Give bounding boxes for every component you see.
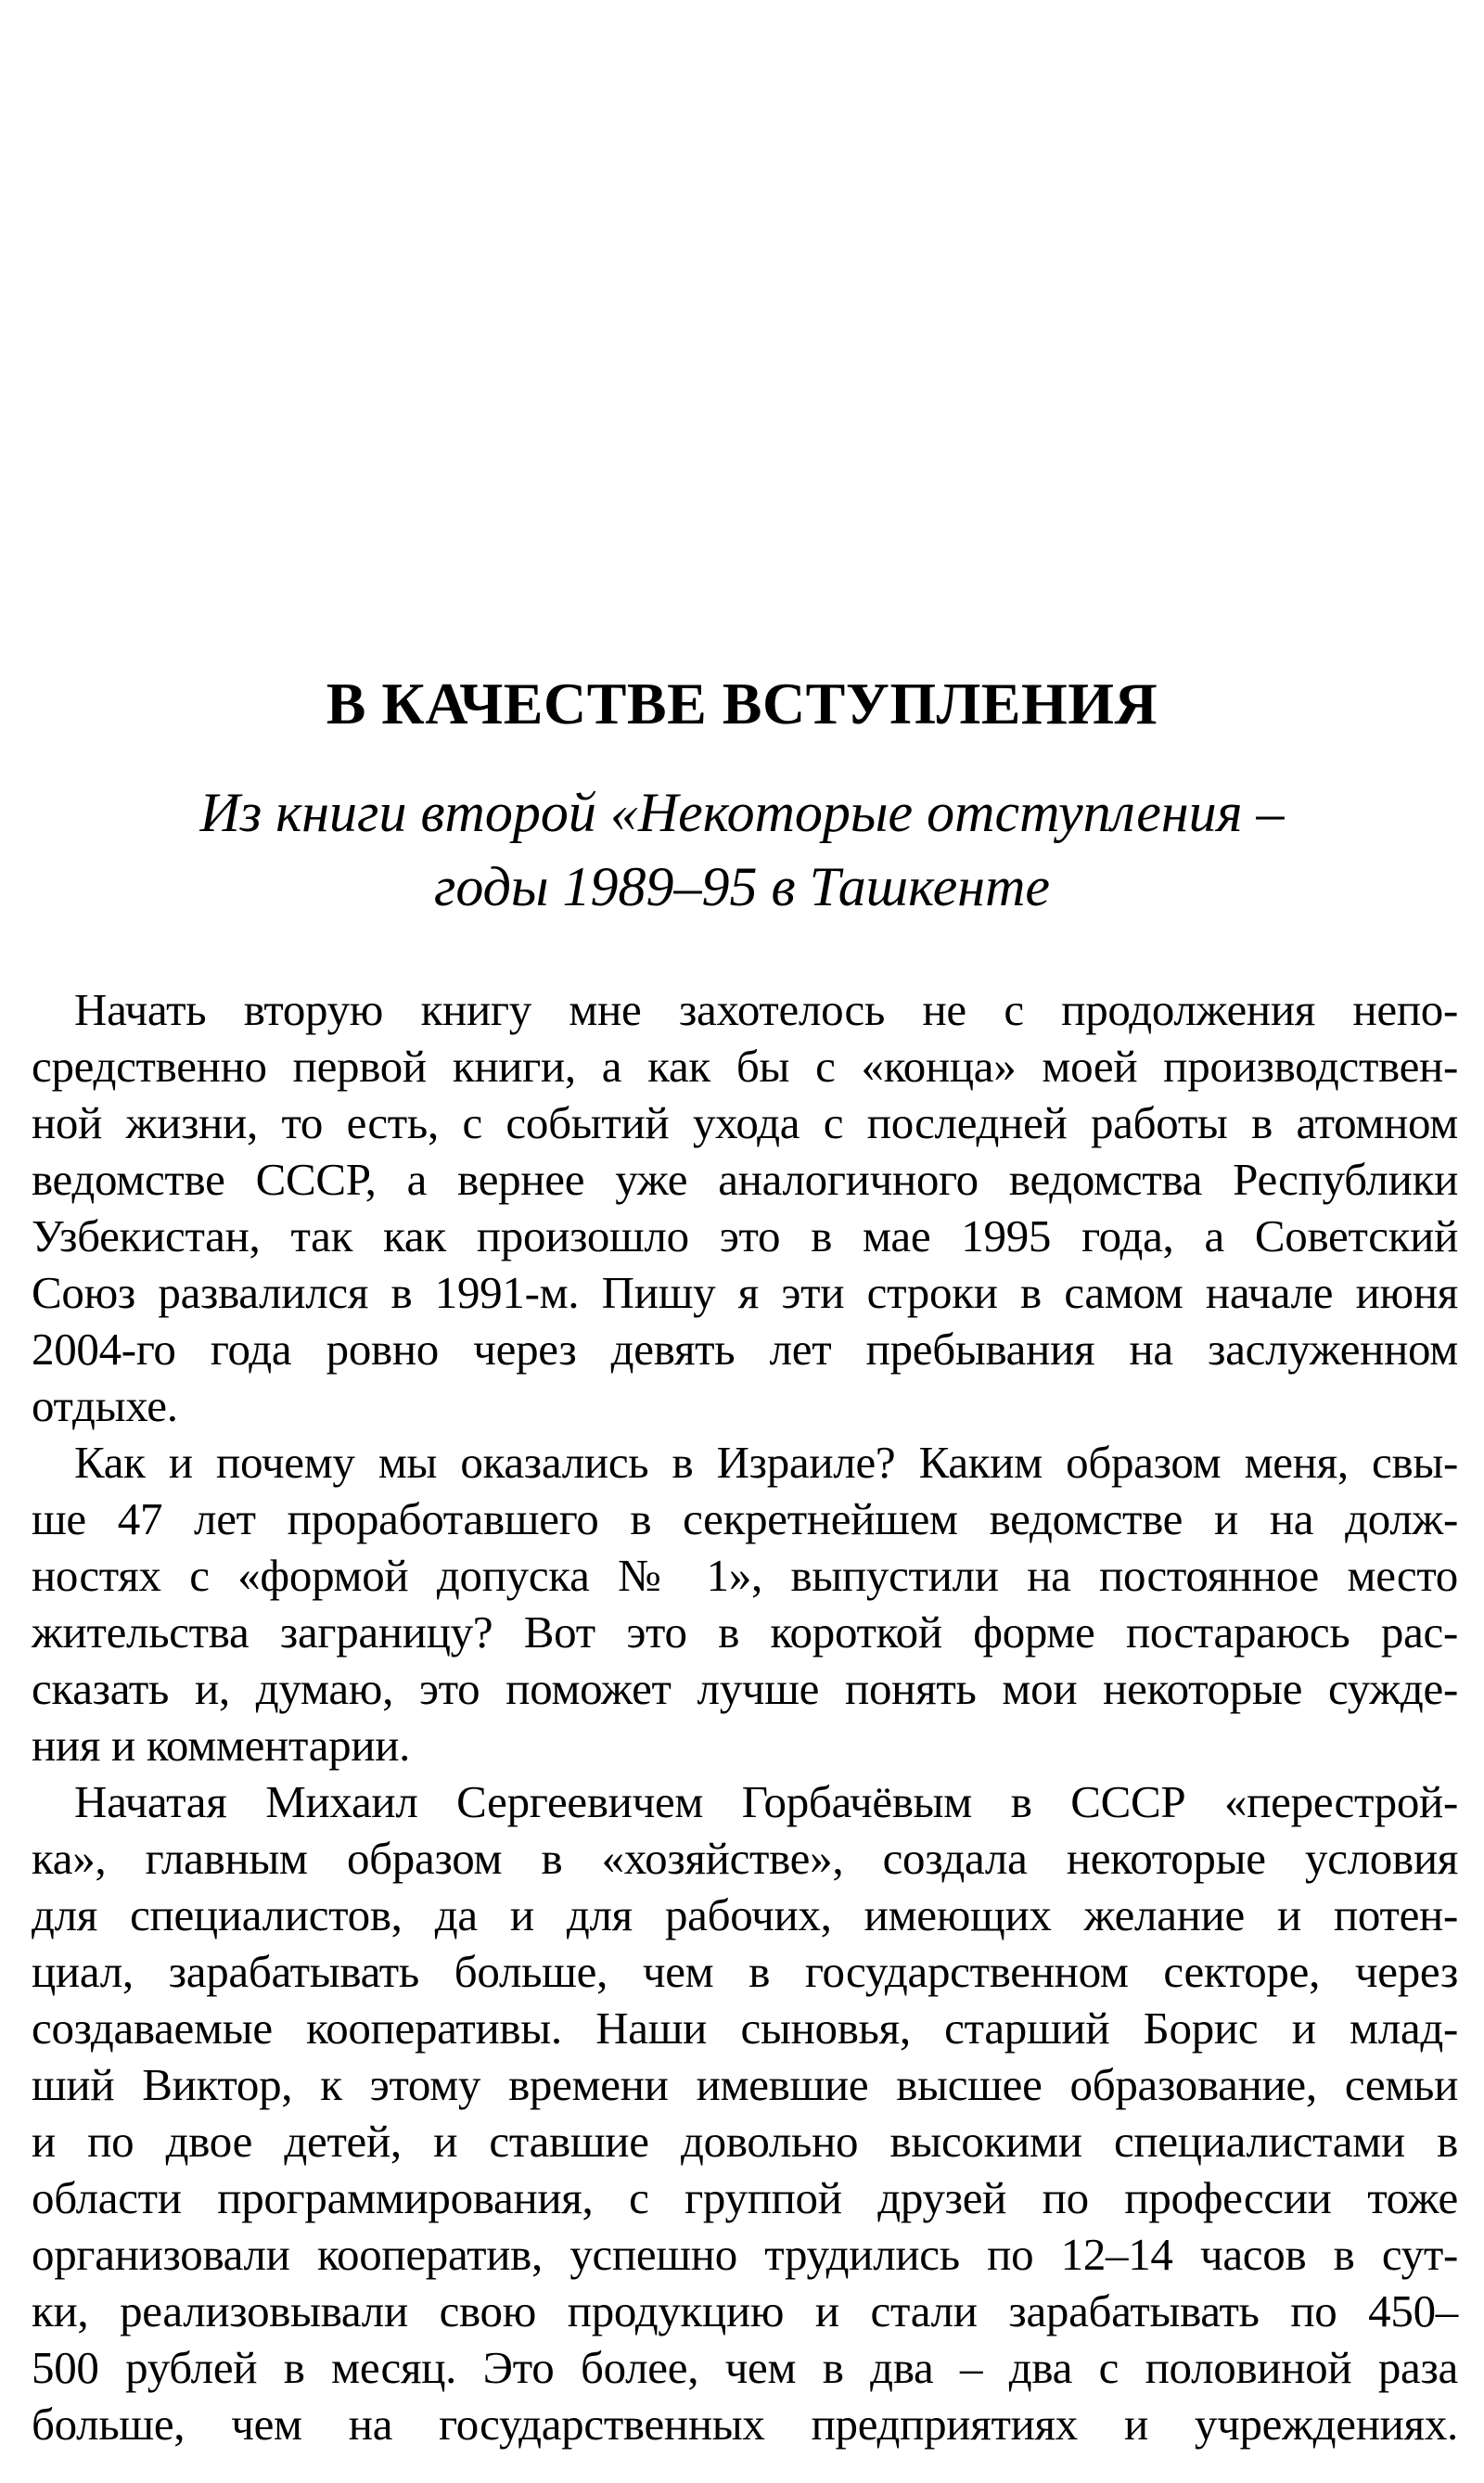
text-line: области программирования, с группой друзей по профессии тоже (32, 2172, 1458, 2223)
body-text (32, 981, 1458, 2452)
text-line: ностях с «формой допуска № 1», выпустили на постоянное место (32, 1550, 1458, 1601)
text-line: ной жизни, то есть, с событий ухода с последней работы в атомном (32, 1097, 1458, 1148)
text-line: ше 47 лет проработавшего в секретнейшем ведомстве и на долж- (32, 1493, 1458, 1544)
text-line: средственно первой книги, а как бы с «конца» моей производствен- (32, 1041, 1458, 1092)
text-line: ки, реализовывали свою продукцию и стали зарабатывать по 450– (32, 2285, 1458, 2336)
text-line: ния и комментарии. (32, 1720, 411, 1771)
text-line: 2004-го года ровно через девять лет пребывания на заслуженном (32, 1324, 1458, 1375)
text-line: больше, чем на государственных предприятиях и учреждениях. (32, 2399, 1458, 2450)
text-line: создаваемые кооперативы. Наши сыновья, старший Борис и млад- (32, 2003, 1458, 2054)
text-line: жительства заграницу? Вот это в короткой форме постараюсь рас- (32, 1606, 1458, 1657)
subtitle-line-1: Из книги второй «Некоторые отступления – (199, 782, 1285, 843)
text-line: и по двое детей, и ставшие довольно высокими специалистами в (32, 2116, 1458, 2167)
text-line: Начать вторую книгу мне захотелось не с продолжения непо- (74, 984, 1458, 1035)
text-line: Как и почему мы оказались в Израиле? Каким образом меня, свы- (74, 1437, 1458, 1488)
text-line: ведомстве СССР, а вернее уже аналогичного ведомства Республики (32, 1154, 1458, 1205)
text-line: ший Виктор, к этому времени имевшие высшее образование, семьи (32, 2059, 1458, 2110)
page-title: В КАЧЕСТВЕ ВСТУПЛЕНИЯ (326, 671, 1158, 736)
text-line: для специалистов, да и для рабочих, имеющих желание и потен- (32, 1889, 1458, 1940)
text-line: отдыхе. (32, 1380, 178, 1431)
paragraph (32, 1434, 1458, 1773)
page-subtitle (0, 775, 1484, 924)
text-line: 500 рублей в месяц. Это более, чем в два – два с половиной раза (32, 2342, 1458, 2393)
paragraph (32, 1773, 1458, 2452)
text-line: Начатая Михаил Сергеевичем Горбачёвым в СССР «перестрой- (74, 1776, 1458, 1827)
paragraph (32, 981, 1458, 1434)
text-line: сказать и, думаю, это поможет лучше понять мои некоторые сужде- (32, 1663, 1458, 1714)
text-line: Союз развалился в 1991-м. Пишу я эти строки в самом начале июня (32, 1267, 1458, 1318)
subtitle-line-2: годы 1989–95 в Ташкенте (433, 856, 1051, 917)
text-line: ка», главным образом в «хозяйстве», создала некоторые условия (32, 1833, 1458, 1884)
text-line: организовали кооператив, успешно трудились по 12–14 часов в сут- (32, 2229, 1458, 2280)
text-line: циал, зарабатывать больше, чем в государственном секторе, через (32, 1946, 1458, 1997)
text-line: Узбекистан, так как произошло это в мае 1995 года, а Советский (32, 1210, 1458, 1261)
